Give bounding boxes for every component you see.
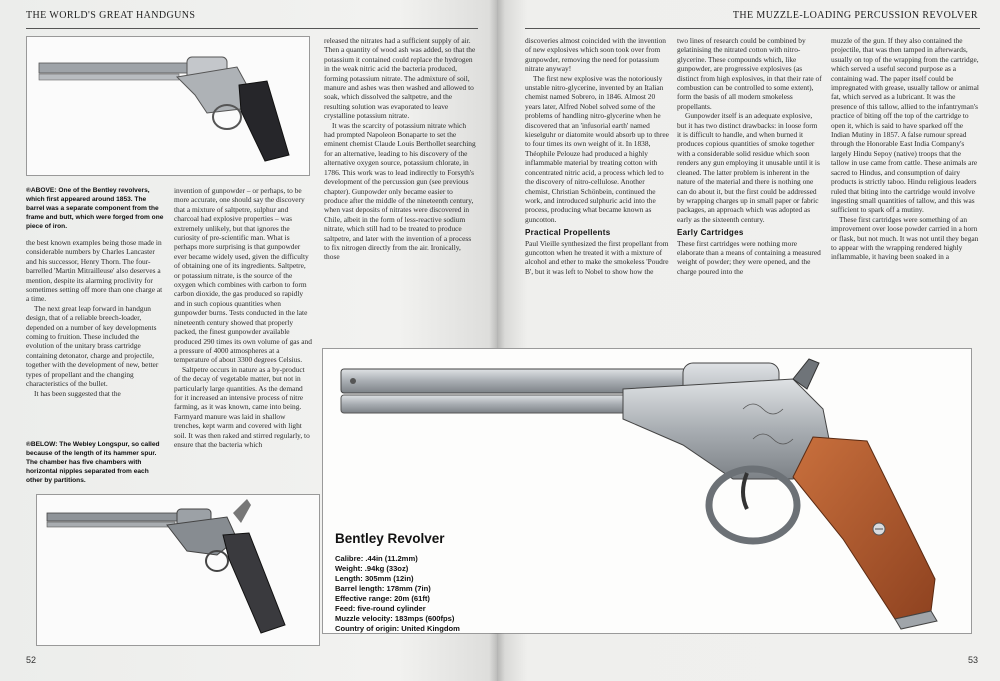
spec-length: Length: 305mm (12in) [335,574,414,583]
paragraph: These first cartridges were something of an improvement over loose powder carried in a horn or flask, but not much. It was not until they began to appear with the wrapping rendered highly inflammable, it having been soaked in a [831,214,979,262]
caption-below: ®BELOW: The Webley Longspur, so called because of the length of its hammer spur. The chamber has five chambers with horizontal nipples separated from each other by partitions. [26,441,160,484]
paragraph: Paul Vieille synthesized the first propellant from guncotton when he treated it with a mixture of alcohol and ether to make the smokeless 'Poudre B', but it was left to Nobel to show how the [525,238,669,276]
paragraph: the best known examples being those made in considerable numbers by Charles Lancaster and his successor, Henry Thorn. The four-barrelled 'Martin Mitrailleuse' also deserves a mention, despite its alarming proclivity for sometimes setting off more than one charge at a time. [26,238,163,304]
paragraph: released the nitrates had a sufficient supply of air. Then a quantity of wood ash was added, so that the potassium it contained could replace the hydrogen in the weak nitric acid the bacteria produced, forming potassium nitrate. The admixture of soil, manure and ashes was then washed and allowed to soak, which dissolved the saltpetre, and the resulting solution was evaporated to leave crystalline potassium nitrate. [324,36,476,121]
section-heading-early-cartridges: Early Cartridges [677,228,744,238]
left-column-1 [26,238,166,398]
paragraph: It was the scarcity of potassium nitrate which had prompted Napoleon Bonaparte to set the eminent chemist Claude Louis Berthollet searching for an alternative, leading to his discovery of the alternative oxygen source, potassium chlorate, in 1786. This work was to lead indirectly to Forsyth's development of the percussion gun (see previous chapter). Gunpowder only became easier to produce after the middle of the nineteenth century, when vast deposits of nitrates were discovered in Chile, albeit in the form of less-reactive sodium nitrate, which still had to be treated to produce saltpetre, and later with the invention of a process to fix nitrogen directly from the air. Ironically, those [324,120,476,262]
gutter-shadow [489,0,505,348]
page-number-left: 52 [26,655,37,665]
running-header-left: THE WORLD'S GREAT HANDGUNS [26,10,196,21]
gutter-shadow [489,633,505,681]
photo-bentley-revolver [26,36,310,176]
left-column-2 [174,186,312,449]
spec-barrel-length: Barrel length: 178mm (7in) [335,584,431,593]
photo-webley-longspur [36,494,320,646]
feature-panel-bentley [322,348,972,634]
left-column-3 [324,36,476,262]
spec-weight: Weight: .94kg (33oz) [335,564,409,573]
spec-country: Country of origin: United Kingdom [335,624,460,633]
paragraph: It has been suggested that the [34,388,121,398]
right-column-1 [525,36,669,276]
spec-feed: Feed: five-round cylinder [335,604,426,613]
paragraph: muzzle of the gun. If they also contained the projectile, that was then tamped in afterwards, usually on top of the wrapping from the cartridge, which served a useful second purpose as a containing wad. The paper itself could be impregnated with grease, usually tallow or animal fat, which served as a lubricant. It was the presence of this tallow, allied to the infantryman's practice of biting off the top of the cartridge to open it, which is said to have sparked off the Indian Mutiny in 1857. A false rumour spread through the Honorable East India Company's largely Hindu Sepoy (native) troops that the tallow in use came from cattle. These animals are sacred to Hindus, and consumption of dairy products is strictly taboo. Hindu religious leaders ruled that biting into the cartridge would involve ingesting small quantities of tallow, and this was sufficient to spark off a mutiny. [831,36,979,215]
caption-above: ®ABOVE: One of the Bentley revolvers, which first appeared around 1853. The barrel was a separate component from the frame and butt, which were forged from one piece of iron. [26,187,164,230]
paragraph: Gunpowder itself is an adequate explosive, but it has two distinct drawbacks: in loose form it is difficult to handle, and when burned it produces copious quantities of smoke together with a considerable solid residue which soon renders any gun employing it unusable until it is cleaned. The latter problem is inherent in the nature of the material and there is nothing one can do about it, but the first could be addressed by wrapping charges up in small paper or fabric packages, an approach which was adopted as early as the sixteenth century. [677,111,820,224]
spec-effective-range: Effective range: 20m (61ft) [335,594,430,603]
paragraph: discoveries almost coincided with the invention of new explosives which soon took over from gunpowder, removing the need for potassium nitrate anyway! [525,36,667,74]
paragraph: two lines of research could be combined by gelatinising the nitrated cotton with nitro-glycerine. These compounds which, like gunpowder, are progressive explosives (as distinct from high explosives, in that their rate of combustion can be controlled to some extent), form the basis of all modern smokeless propellants. [677,36,822,111]
right-column-2 [677,36,823,276]
page-number-right: 53 [967,655,978,665]
section-heading-practical-propellents: Practical Propellents [525,228,611,238]
revolver-illustration [27,37,309,175]
spec-title: Bentley Revolver [335,531,445,546]
paragraph: Saltpetre occurs in nature as a by-product of the decay of vegetable matter, but not in particularly large quantities. As the demand for it increased an intensive process of nitre farming, as it was known, came into being. Farmyard manure was laid in shallow trenches, kept warm and covered with light soil. It was then raked and stirred regularly, to ensure that the bacteria which [174,364,310,449]
specification-box [335,531,525,634]
paragraph: These first cartridges were nothing more elaborate than a means of containing a measured weight of powder; they were opened, and the charge poured into the [677,238,821,276]
spec-muzzle-velocity: Muzzle velocity: 183mps (600fps) [335,614,455,623]
running-header-right: THE MUZZLE-LOADING PERCUSSION REVOLVER [732,10,978,21]
paragraph: invention of gunpowder – or perhaps, to be more accurate, one should say the discovery that a mixture of saltpetre, sulphur and charcoal had explosive properties – was extremely unlikely, but that ignores the curiosity of pre-scientific man. What is perhaps more surprising is that gunpowder ever became widely used, given the difficulty of obtaining one of its ingredients. Saltpetre, or potassium nitrate, is the source of the oxygen which combines with carbon to form carbon dioxide, the gas produced so rapidly and in such copious quantities when gunpowder burns. Tests conducted in the late nineteenth century showed that properly packed, the finest gunpowder available produced 290 times its own volume of gas and a pressure of 4000 atmospheres at a temperature of about 3300 degrees Celsius. [174,186,312,365]
revolver-illustration [37,495,319,645]
right-column-3 [831,36,979,262]
paragraph: The first new explosive was the notoriously unstable nitro-glycerine, invented by an Italian chemist named Sobrero, in 1846. Almost 20 years later, Alfred Nobel solved some of the problems of handling nitro-glycerine when he discovered that an 'infusorial earth' named kieselguhr or diatomite would absorb up to three to four times its own weight of it. In 1838, Théophile Pelouze had produced a highly inflammable material by treating cotton with concentrated nitric acid, a process which led to the discovery of nitro-cellulose. Another chemist, Christian Schönbein, continued the work, and introduced sulphuric acid into the process, producing what became known as guncotton. [525,73,669,224]
paragraph: The next great leap forward in handgun design, that of a reliable breech-loader, depended on a number of key developments coming to fruition. These included the evolution of the unitary brass cartridge containing detonator, charge and projectile, together with the development of new, better types of propellant and the changing characteristics of the bullet. [26,303,159,389]
spec-calibre: Calibre: .44in (11.2mm) [335,554,418,563]
header-rule [26,28,478,29]
header-rule [525,28,980,29]
